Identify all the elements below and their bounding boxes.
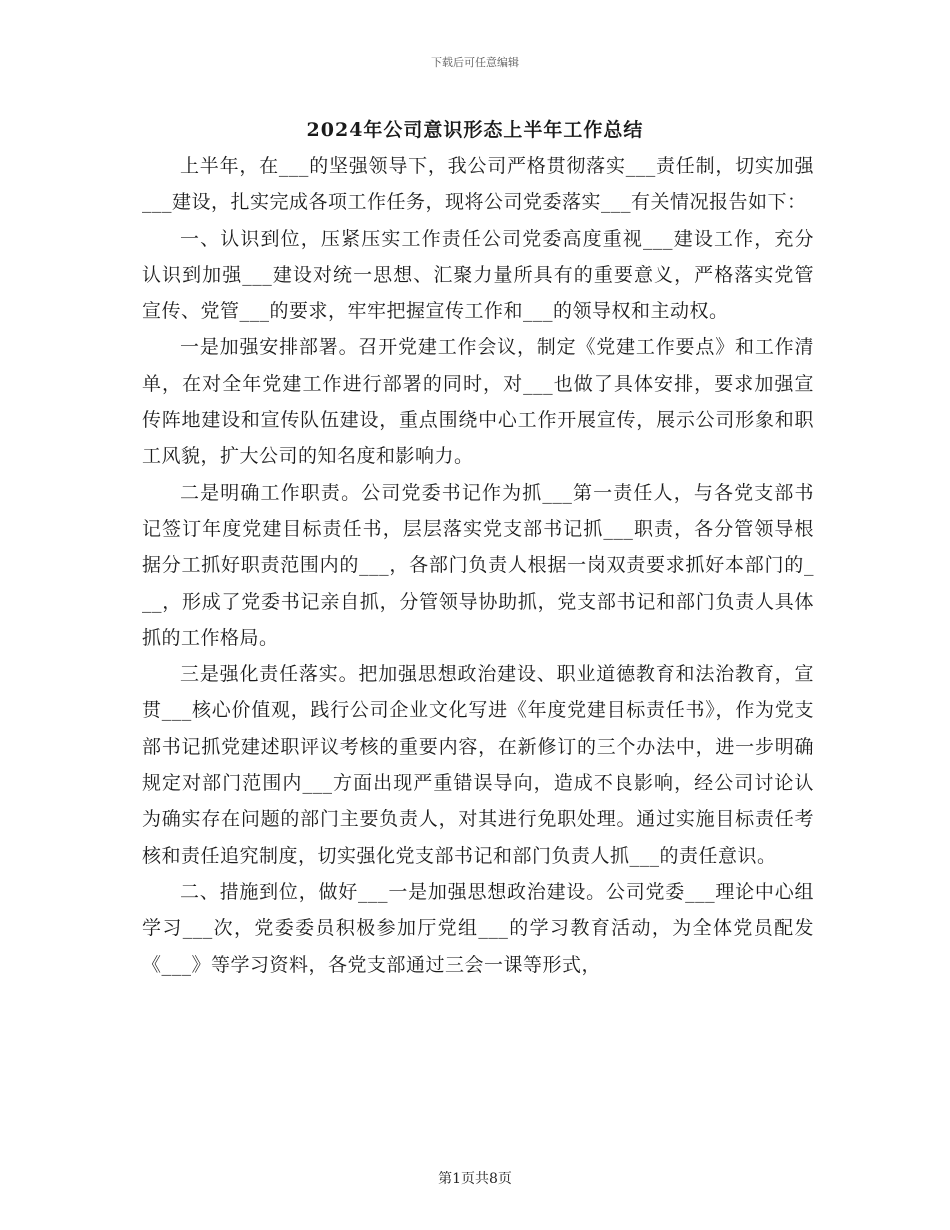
document-title: 2024年公司意识形态上半年工作总结: [306, 119, 644, 141]
paragraph-responsibilities: 二是明确工作职责。公司党委书记作为抓___第一责任人，与各党支部书记签订年度党建目标责任书，层层落实党支部书记抓___职责，各分管领导根据分工抓好职责范围内的___，各部门负责人根据一岗双责要求抓好本部门的___，形成了党委书记亲自抓，分管领导协助抓，党支部书记和部门负责人具体抓的工作格局。: [142, 481, 814, 649]
paragraph-intro: 上半年，在___的坚强领导下，我公司严格贯彻落实___责任制，切实加强___建设，扎实完成各项工作任务，现将公司党委落实___有关情况报告如下：: [142, 155, 814, 214]
page-header-note: 下载后可任意编辑: [431, 56, 519, 69]
paragraph-arrangement: 一是加强安排部署。召开党建工作会议，制定《党建工作要点》和工作清单，在对全年党建工作进行部署的同时，对___也做了具体安排，要求加强宣传阵地建设和宣传队伍建设，重点围绕中心工作开展宣传，展示公司形象和职工风貌，扩大公司的知名度和影响力。: [142, 336, 814, 468]
paragraph-implementation: 三是强化责任落实。把加强思想政治建设、职业道德教育和法治教育，宣贯___核心价值观，践行公司企业文化写进《年度党建目标责任书》，作为党支部书记抓党建述职评议考核的重要内容，在新修订的三个办法中，进一步明确规定对部门范围内___方面出现严重错误导向，造成不良影响，经公司讨论认为确实存在问题的部门主要负责人，对其进行免职处理。通过实施目标责任考核和责任追究制度，切实强化党支部书记和部门负责人抓___的责任意识。: [142, 663, 814, 867]
document-body: [142, 148, 814, 983]
paragraph-section-two: 二、措施到位，做好___一是加强思想政治建设。公司党委___理论中心组学习___次，党委委员积极参加厅党组___的学习教育活动，为全体党员配发《___》等学习资料，各党支部通过三会一课等形式，: [142, 880, 814, 976]
page-number: 第1页共8页: [438, 1171, 512, 1187]
paragraph-section-one: 一、认识到位，压紧压实工作责任公司党委高度重视___建设工作，充分认识到加强___建设对统一思想、汇聚力量所具有的重要意义，严格落实党管宣传、党管___的要求，牢牢把握宣传工作和___的领导权和主动权。: [142, 227, 814, 323]
